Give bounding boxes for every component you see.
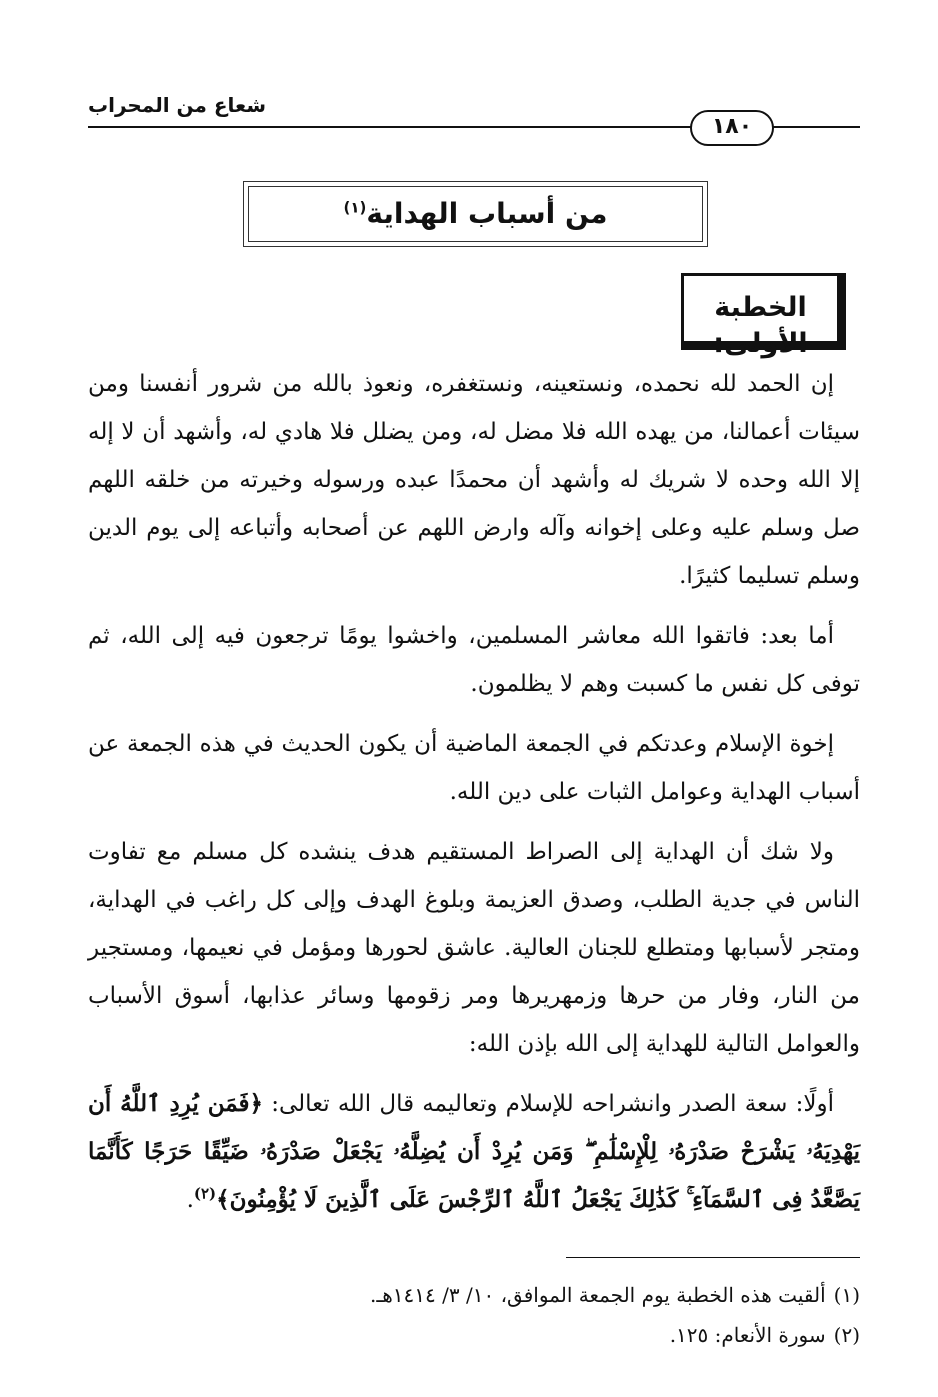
title-footnote-ref[interactable]: (١) bbox=[343, 198, 367, 217]
paragraph-guidance: ولا شك أن الهداية إلى الصراط المستقيم هدف ينشده كل مسلم مع تفاوت الناس في جدية الطلب، وصدق العزيمة وبلوغ الهدف وإلى كل راغب في الهداية، ومتجر لأسبابها ومتطلع للجنان العالية. عاشق لحورها ومؤمل في نعيمها، ومستجير من النار، وفار من حرها وزمهريرها ومر زقومها وسائر عذابها، أسوق الأسباب والعوامل التالية للهداية إلى الله بإذن الله: bbox=[88, 839, 860, 1057]
paragraph-first-cause bbox=[88, 1080, 860, 1224]
verse-footnote-ref[interactable]: (٢) bbox=[193, 1184, 217, 1203]
footnotes bbox=[88, 1275, 860, 1355]
running-header-title: شعاع من المحراب bbox=[88, 93, 267, 117]
section-heading: الخطبة الأولى: bbox=[713, 292, 808, 359]
footnote-1-mark: (١) bbox=[833, 1283, 860, 1307]
footnote-1-text: ألقيت هذه الخطبة يوم الجمعة الموافق، ١٠/ ٣/ ١٤١٤هـ. bbox=[370, 1283, 826, 1307]
paragraph-amma-bad: أما بعد: فاتقوا الله معاشر المسلمين، واخشوا يومًا ترجعون فيه إلى الله، ثم توفى كل نفس ما كسبت وهم لا يظلمون. bbox=[88, 623, 860, 697]
paragraph-opening: إن الحمد لله نحمده، ونستعينه، ونستغفره، ونعوذ بالله من شرور أنفسنا ومن سيئات أعمالنا، من يهده الله فلا مضل له، ومن يضلل فلا هادي له، وأشهد أن لا إله إلا الله وحده لا شريك له وأشهد أن محمدًا عبده ورسوله وخيرته من خلقه اللهم صل وسلم عليه وعلى إخوانه وآله وارض اللهم عن أصحابه وأتباعه إلى يوم الدين وسلم تسليما كثيرًا. bbox=[88, 371, 860, 589]
sermon-body bbox=[88, 360, 860, 1224]
quran-bracket-close: ﴾ bbox=[216, 1186, 230, 1213]
chapter-title-text: من أسباب الهداية bbox=[366, 197, 608, 230]
footnote-rule bbox=[566, 1257, 860, 1258]
chapter-title-frame bbox=[243, 181, 708, 247]
first-cause-intro: أولًا: سعة الصدر وانشراحه للإسلام وتعاليمه قال الله تعالى: bbox=[271, 1091, 835, 1117]
section-heading-frame bbox=[681, 273, 846, 359]
paragraph-end-mark: . bbox=[186, 1187, 194, 1213]
footnote-2-mark: (٢) bbox=[833, 1323, 860, 1347]
footnote-2-text: سورة الأنعام: ١٢٥. bbox=[669, 1323, 826, 1347]
footnote-2 bbox=[88, 1315, 860, 1355]
quran-bracket-open: ﴿ bbox=[249, 1090, 263, 1117]
footnote-1 bbox=[88, 1275, 860, 1315]
chapter-title bbox=[244, 196, 707, 232]
page-number-badge: ١٨٠ bbox=[690, 110, 774, 146]
quran-verse: فَمَن يُرِدِ ٱللَّهُ أَن يَهْدِيَهُۥ يَشْرَحْ صَدْرَهُۥ لِلْإِسْلَٰمِ ۖ وَمَن يُرِدْ أَن يُضِلَّهُۥ يَجْعَلْ صَدْرَهُۥ ضَيِّقًا حَرَجًا كَأَنَّمَا يَصَّعَّدُ فِى ٱلسَّمَآءِ ۚ كَذَٰلِكَ يَجْعَلُ ٱللَّهُ ٱلرِّجْسَ عَلَى ٱلَّذِينَ لَا يُؤْمِنُونَ bbox=[88, 1090, 860, 1213]
paragraph-intro: إخوة الإسلام وعدتكم في الجمعة الماضية أن يكون الحديث في هذه الجمعة عن أسباب الهداية وعوامل الثبات على دين الله. bbox=[88, 731, 860, 805]
